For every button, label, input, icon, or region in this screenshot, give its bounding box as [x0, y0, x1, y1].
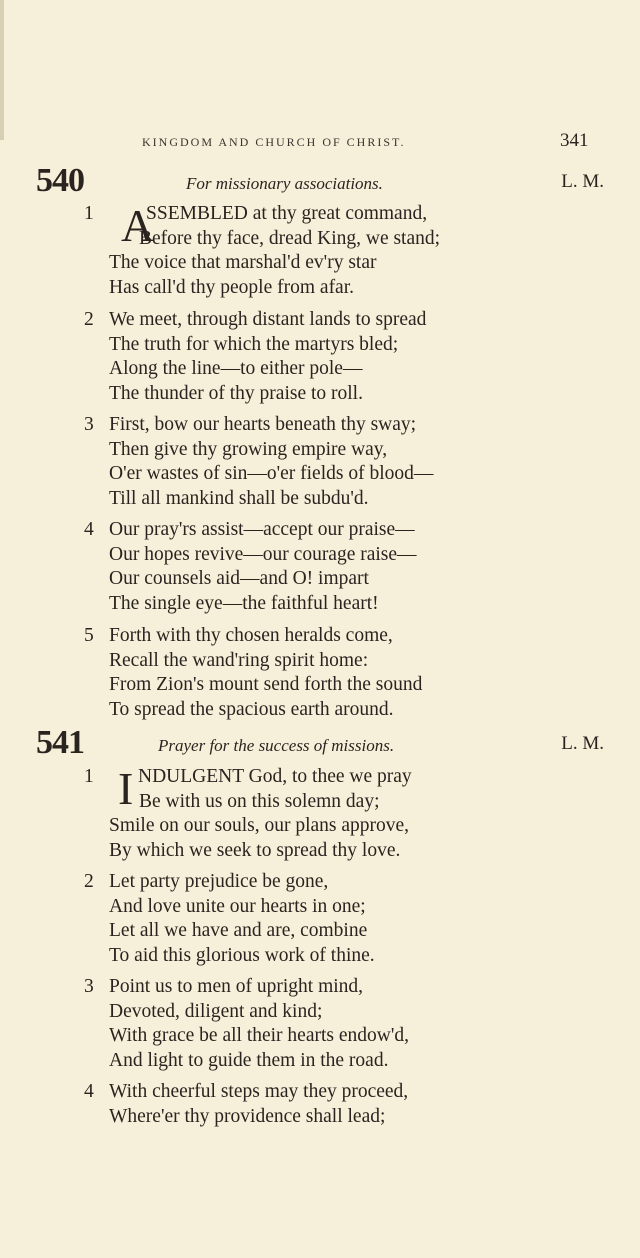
verse-line: First, bow our hearts beneath thy sway;: [109, 414, 417, 435]
hymn-header: [36, 724, 606, 761]
hymn-number: 540: [36, 162, 84, 199]
verse-line: We meet, through distant lands to spread: [109, 309, 427, 330]
verse-line: Our counsels aid—and O! impart: [109, 568, 369, 590]
stanza-number: 3: [84, 976, 94, 997]
page-edge: [0, 0, 4, 140]
verse-line: And love unite our hearts in one;: [109, 895, 366, 917]
stanza: [84, 624, 604, 722]
verse-line: To spread the spacious earth around.: [109, 698, 394, 720]
hymn-number: 541: [36, 724, 84, 761]
hymn-title: Prayer for the success of missions.: [158, 736, 395, 755]
verse-line: By which we seek to spread thy love.: [109, 839, 401, 861]
drop-cap: I: [118, 763, 134, 814]
hymn-meter: L. M.: [561, 733, 604, 754]
verse-line: Has call'd thy people from afar.: [109, 276, 355, 298]
hymn-header: [36, 162, 606, 199]
verse-line: Then give thy growing empire way,: [109, 438, 388, 460]
verse-line: Our pray'rs assist—accept our praise—: [109, 519, 415, 540]
verse-line: Devoted, diligent and kind;: [109, 1000, 323, 1022]
hymn-title: For missionary associations.: [186, 174, 383, 193]
stanza: [84, 765, 604, 863]
verse-line: Point us to men of upright mind,: [109, 976, 364, 997]
stanza-number: 4: [84, 519, 94, 540]
stanza-number: 2: [84, 309, 94, 330]
verse-line: Along the line—to either pole—: [109, 358, 363, 380]
verse-line: Our hopes revive—our courage raise—: [109, 543, 417, 565]
stanza-number: 2: [84, 871, 94, 892]
verse-line: Forth with thy chosen heralds come,: [109, 625, 393, 646]
verse-line: NDULGENT God, to thee we pray: [138, 766, 412, 787]
verse-line: With grace be all their hearts endow'd,: [109, 1025, 409, 1047]
stanza: [84, 870, 604, 968]
verse-line: The truth for which the martyrs bled;: [109, 333, 399, 355]
verse-line: With cheerful steps may they proceed,: [109, 1081, 409, 1102]
verse-line: The thunder of thy praise to roll.: [109, 382, 363, 404]
drop-cap: A: [121, 200, 155, 251]
verse-line: Let all we have and are, combine: [109, 920, 368, 942]
verse-line: Smile on our souls, our plans approve,: [109, 815, 410, 837]
stanza-number: 1: [84, 203, 94, 224]
stanza-number: 1: [84, 766, 94, 787]
stanza-number: 5: [84, 625, 94, 646]
stanza-number: 4: [84, 1081, 94, 1102]
verse-line: The single eye—the faithful heart!: [109, 592, 379, 614]
stanza: [84, 413, 604, 511]
verse-line: To aid this glorious work of thine.: [109, 944, 375, 966]
verse-line: The voice that marshal'd ev'ry star: [109, 252, 377, 274]
verse-line: SSEMBLED at thy great command,: [146, 203, 428, 224]
verse-line: Till all mankind shall be subdu'd.: [109, 487, 369, 509]
stanza-number: 3: [84, 414, 94, 435]
stanza: [84, 975, 604, 1073]
verse-line: Let party prejudice be gone,: [109, 871, 329, 892]
running-head: KINGDOM AND CHURCH OF CHRIST.: [142, 135, 406, 149]
verse-line: O'er wastes of sin—o'er fields of blood—: [109, 463, 434, 485]
verse-line: Recall the wand'ring spirit home:: [109, 649, 369, 671]
verse-line: Where'er thy providence shall lead;: [109, 1105, 386, 1127]
page-number: 341: [560, 130, 589, 151]
hymn-meter: L. M.: [561, 171, 604, 192]
verse-line: Before thy face, dread King, we stand;: [139, 227, 441, 249]
verse-line: And light to guide them in the road.: [109, 1049, 389, 1071]
stanza: [84, 202, 604, 300]
verse-line: Be with us on this solemn day;: [139, 790, 380, 812]
verse-line: From Zion's mount send forth the sound: [109, 674, 423, 696]
stanza: [84, 308, 604, 406]
stanza: [84, 1080, 604, 1129]
stanza: [84, 518, 604, 616]
